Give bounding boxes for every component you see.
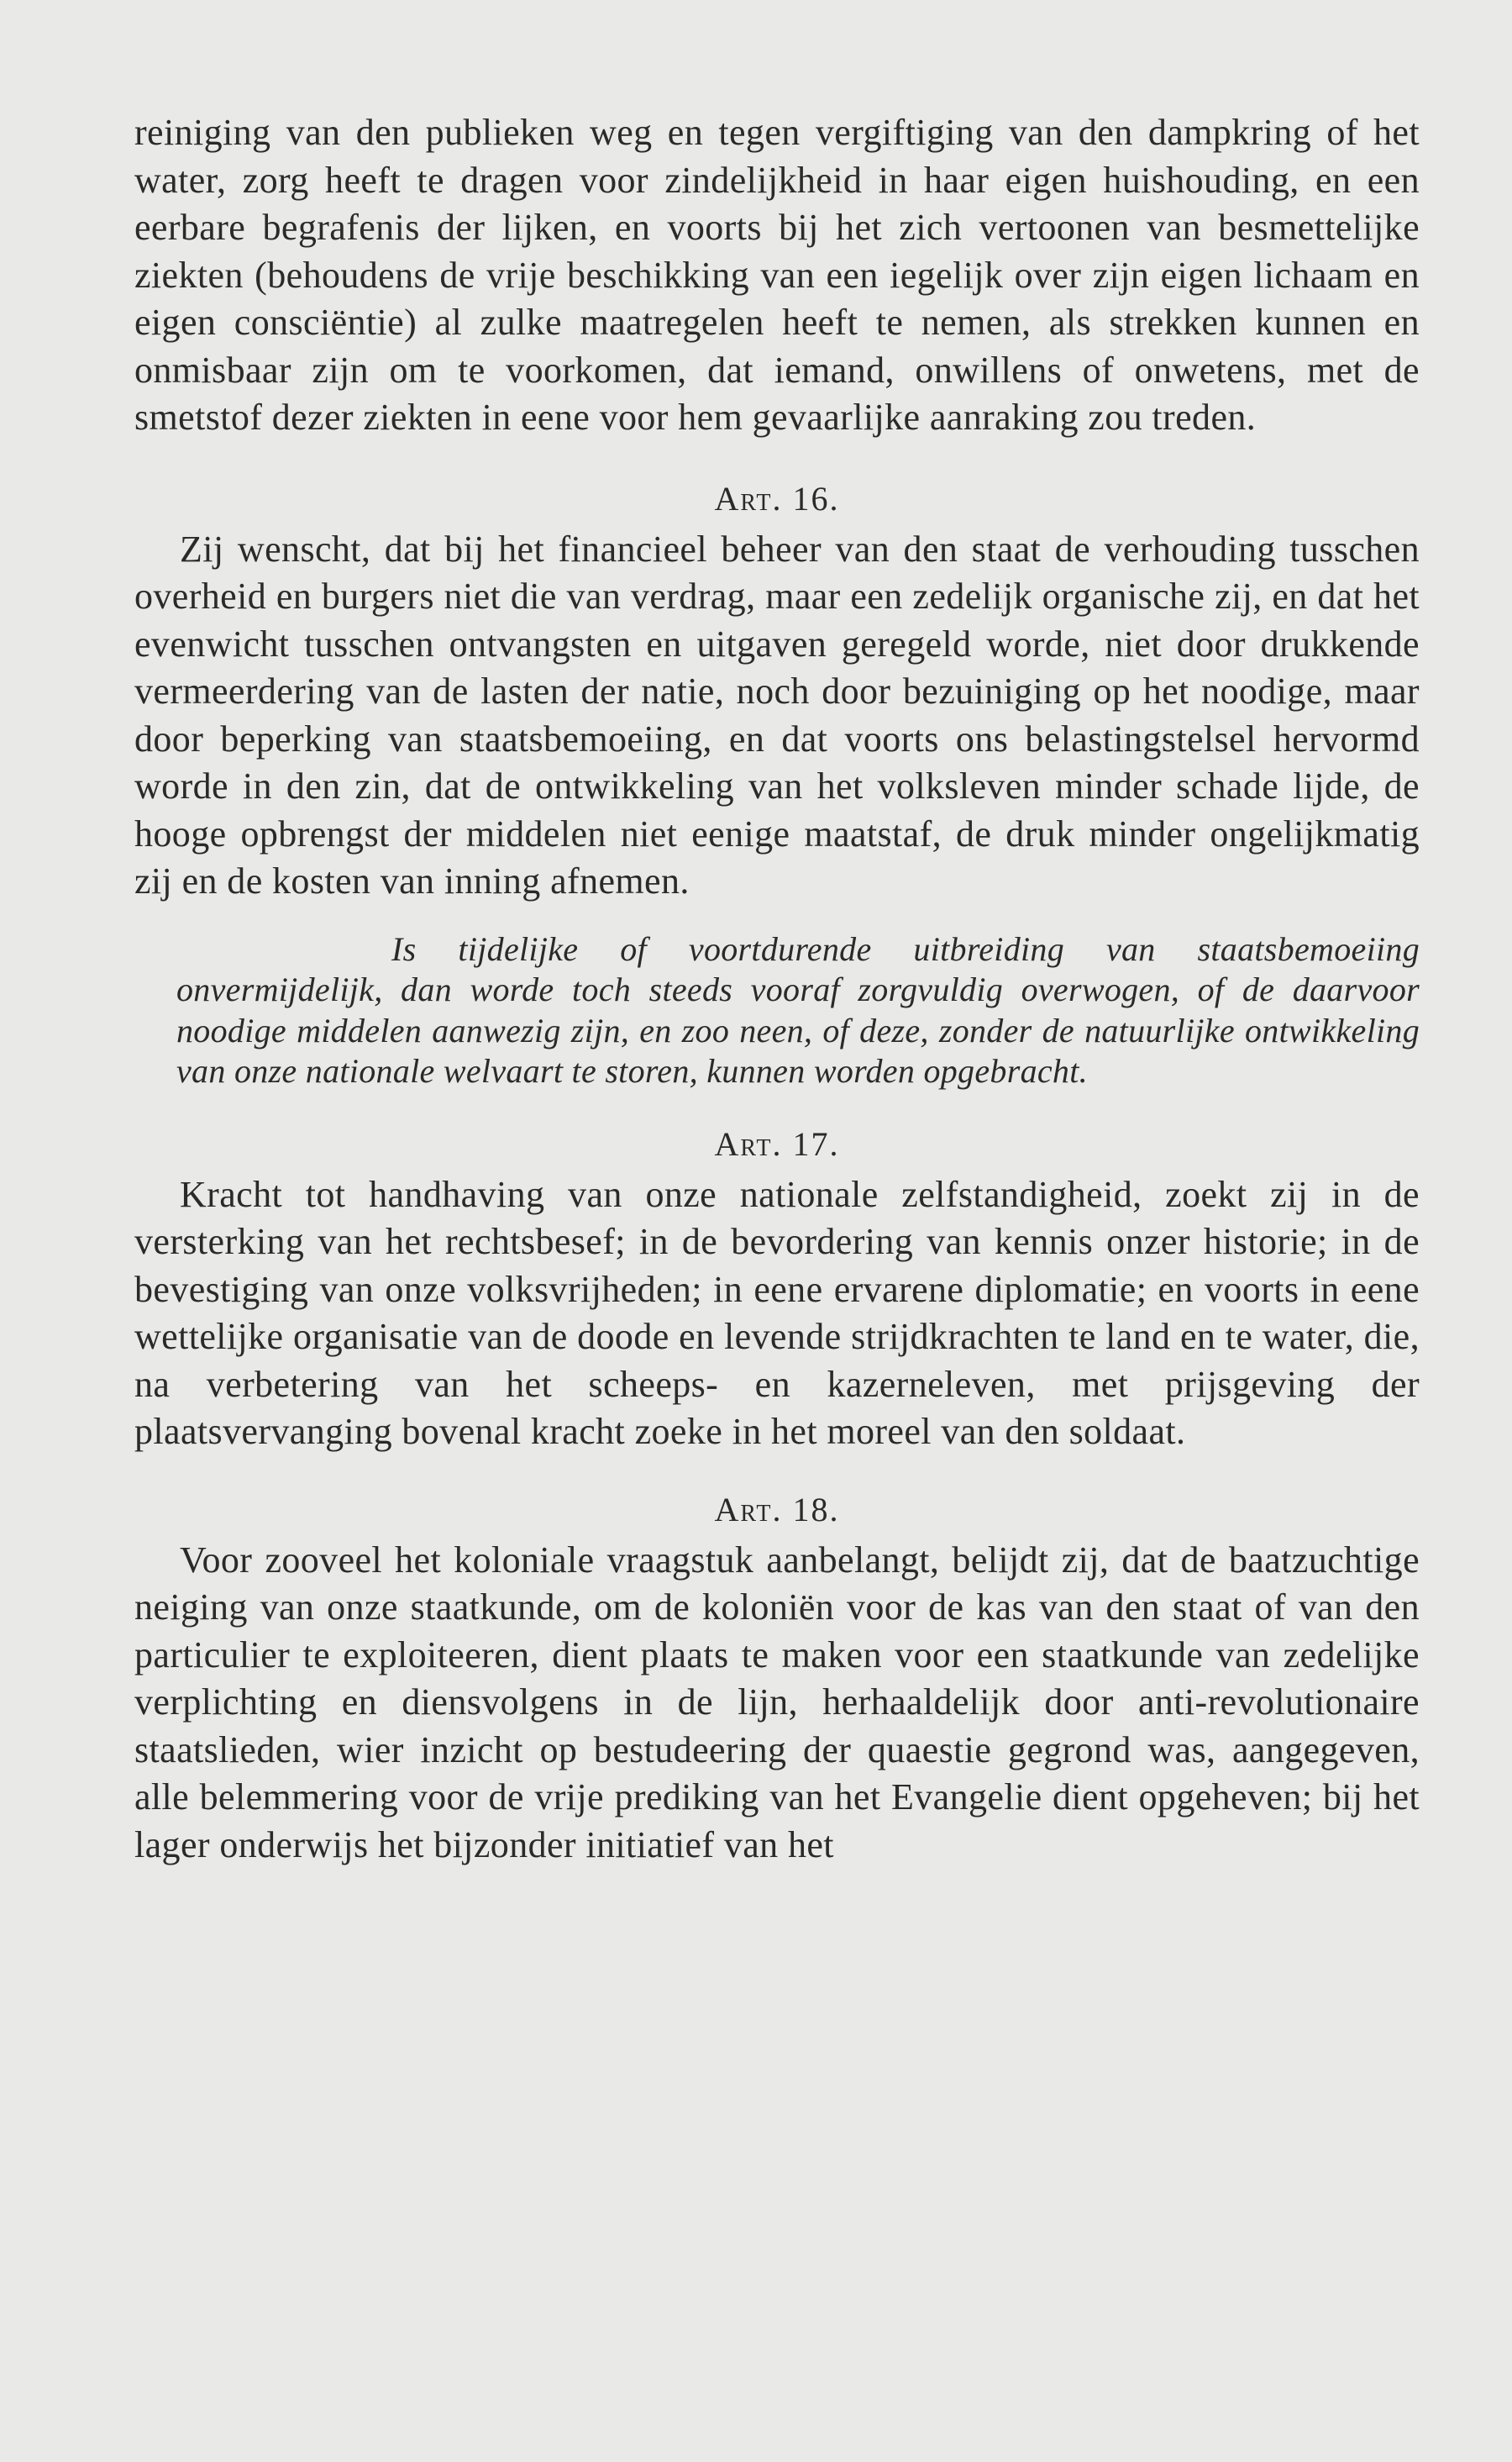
article-17-text: Kracht tot handhaving van onze nationale zelfstandigheid, zoekt zij in de versterking van het rechtsbesef; in de bevordering van kennis onzer historie; in de bevestiging van onze volksvrijheden; in eene ervarene diplomatie; en voorts in eene wettelijke organisatie van de doode en levende strijdkrachten te land en te water, die, na verbetering van het scheeps- en kazerneleven, met prijsgeving der plaatsvervanging bovenal kracht zoeke in het moreel van den soldaat. xyxy=(134,1173,1420,1452)
article-18-heading: Art. 18. xyxy=(714,1490,840,1528)
article-16-text: Zij wenscht, dat bij het financieel beheer van den staat de verhouding tusschen overheid en burgers niet die van verdrag, maar een zedelijk organische zij, en dat het evenwicht tusschen ontvangsten en uitgaven geregeld worde, niet door drukkende vermeerdering van de lasten der natie, noch door bezuiniging op het noodige, maar door beperking van staatsbemoeiing, en dat voorts ons belastingstelsel hervormd worde in den zin, dat de ontwikkeling van het volksleven minder schade lijde, de hooge opbrengst der middelen niet eenige maatstaf, de druk minder ongelijkmatig zij en de kosten van inning afnemen. xyxy=(134,528,1420,902)
article-18-text: Voor zooveel het koloniale vraagstuk aanbelangt, belijdt zij, dat de baatzuchtige neiging van onze staatkunde, om de koloniën voor de kas van den staat of van den particulier te exploiteeren, dient plaats te maken voor een staatkunde van zedelijke verplichting en diensvolgens in de lijn, herhaaldelijk door anti-revolutionaire staatslieden, wier inzicht op bestudeering der quaestie gegrond was, aangegeven, alle belemmering voor de vrije prediking van het Evangelie dient opgeheven; bij het lager onderwijs het bijzonder initiatief van het xyxy=(134,1539,1420,1865)
article-16-heading: Art. 16. xyxy=(714,479,840,518)
article-16-note: Is tijdelijke of voortdurende uitbreiding van staatsbemoeiing onvermijdelijk, dan worde toch steeds vooraf zorgvuldig overwogen, of de daarvoor noodige middelen aanwezig zijn, en zoo neen, of deze, zonder de natuurlijke ontwikkeling van onze nationale welvaart te storen, kunnen worden opgebracht. xyxy=(176,929,1420,1090)
book-page xyxy=(134,109,1420,1869)
article-17-heading: Art. 17. xyxy=(714,1124,840,1163)
paragraph-continued: reiniging van den publieken weg en tegen vergiftiging van den dampkring of het water, zorg heeft te dragen voor zindelijkheid in haar eigen huishouding, en een eerbare begrafenis der lijken, en voorts bij het zich vertoonen van besmettelijke ziekten (behoudens de vrije beschikking van een iegelijk over zijn eigen lichaam en eigen consciëntie) al zulke maatregelen heeft te nemen, als strekken kunnen en onmisbaar zijn om te voorkomen, dat iemand, onwillens of onwetens, met de smetstof dezer ziekten in eene voor hem gevaarlijke aanraking zou treden. xyxy=(134,112,1420,438)
